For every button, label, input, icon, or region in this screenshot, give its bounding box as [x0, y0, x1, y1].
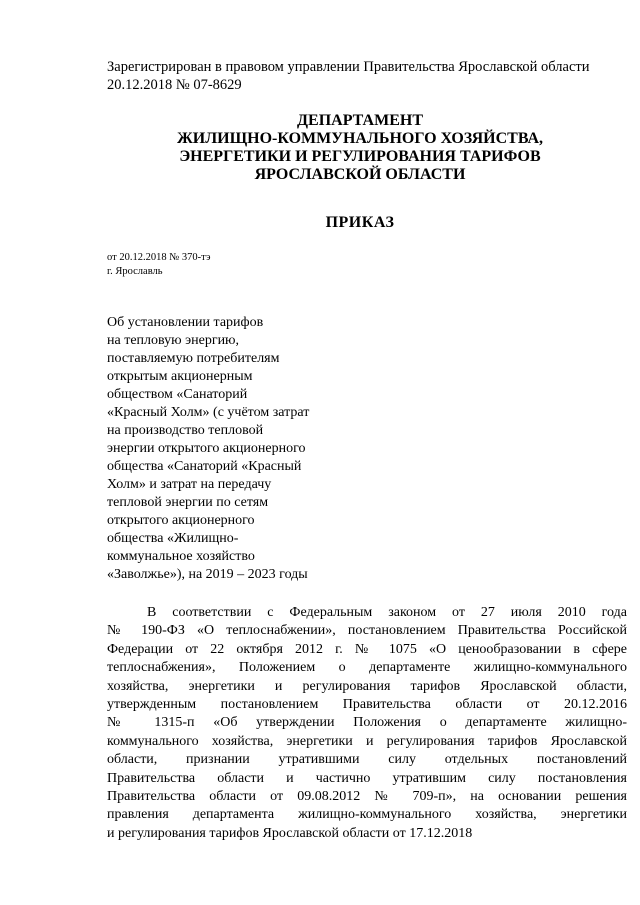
department-line: ДЕПАРТАМЕНТ — [297, 112, 423, 129]
department-line: ЖИЛИЩНО-КОММУНАЛЬНОГО ХОЗЯЙСТВА, — [176, 130, 544, 147]
body-line: хозяйства, энергетики и регулирования тарифов Ярославской области, — [107, 678, 627, 694]
subject-line: открытого акционерного — [107, 513, 255, 528]
body-line: № 1315-п «Об утверждении Положения о департаменте жилищно- — [107, 715, 627, 731]
subject-line: поставляемую потребителям — [107, 351, 280, 366]
order-city: г. Ярославль — [107, 266, 163, 277]
body-line: № 190-ФЗ «О теплоснабжении», постановлением Правительства Российской — [107, 623, 627, 639]
order-subject — [107, 314, 309, 584]
registration-line: Зарегистрирован в правовом управлении Правительства Ярославской области — [107, 59, 590, 75]
subject-line: энергии открытого акционерного — [107, 441, 306, 456]
subject-line: коммунальное хозяйство — [107, 549, 255, 564]
order-meta — [107, 251, 210, 279]
department-line: ЭНЕРГЕТИКИ И РЕГУЛИРОВАНИЯ ТАРИФОВ — [179, 148, 541, 165]
subject-line: открытым акционерным — [107, 369, 253, 384]
body-paragraph — [107, 604, 627, 843]
department-heading — [100, 112, 620, 184]
subject-line: общества «Жилищно- — [107, 531, 239, 546]
body-line: В соответствии с Федеральным законом от 27 июля 2010 года — [147, 605, 627, 620]
body-line: области, признании утратившими силу отдельных постановлений — [107, 752, 627, 768]
body-line: Федерации от 22 октября 2012 г. № 1075 «О ценообразовании в сфере — [107, 641, 627, 657]
department-line: ЯРОСЛАВСКОЙ ОБЛАСТИ — [254, 166, 466, 183]
body-line: утвержденным постановлением Правительства области от 20.12.2016 — [107, 697, 627, 713]
body-line: и регулирования тарифов Ярославской области от 17.12.2018 — [107, 825, 473, 841]
registration-number: 20.12.2018 № 07-8629 — [107, 77, 242, 93]
body-line: Правительства области и частично утратившим силу постановления — [107, 770, 627, 786]
body-line: теплоснабжения», Положением о департаменте жилищно-коммунального — [107, 660, 627, 676]
subject-line: «Заволжье»), на 2019 – 2023 годы — [107, 567, 308, 582]
body-line: коммунального хозяйства, энергетики и регулирования тарифов Ярославской — [107, 733, 627, 749]
subject-line: «Красный Холм» (с учётом затрат — [107, 405, 310, 420]
subject-line: Об установлении тарифов — [107, 315, 264, 330]
subject-line: Холм» и затрат на передачу — [107, 477, 272, 492]
order-title: ПРИКАЗ — [325, 214, 395, 231]
registration-note — [107, 58, 627, 94]
order-date-number: от 20.12.2018 № 370-тэ — [107, 252, 211, 263]
subject-line: обществом «Санаторий — [107, 387, 248, 402]
body-line: Правительства области от 09.08.2012 № 709-п», на основании решения — [107, 789, 627, 805]
subject-line: тепловой энергии по сетям — [107, 495, 269, 510]
subject-line: на производство тепловой — [107, 423, 264, 438]
body-line: правления департамента жилищно-коммунального хозяйства, энергетики — [107, 807, 627, 823]
subject-line: общества «Санаторий «Красный — [107, 459, 302, 474]
subject-line: на тепловую энергию, — [107, 333, 240, 348]
